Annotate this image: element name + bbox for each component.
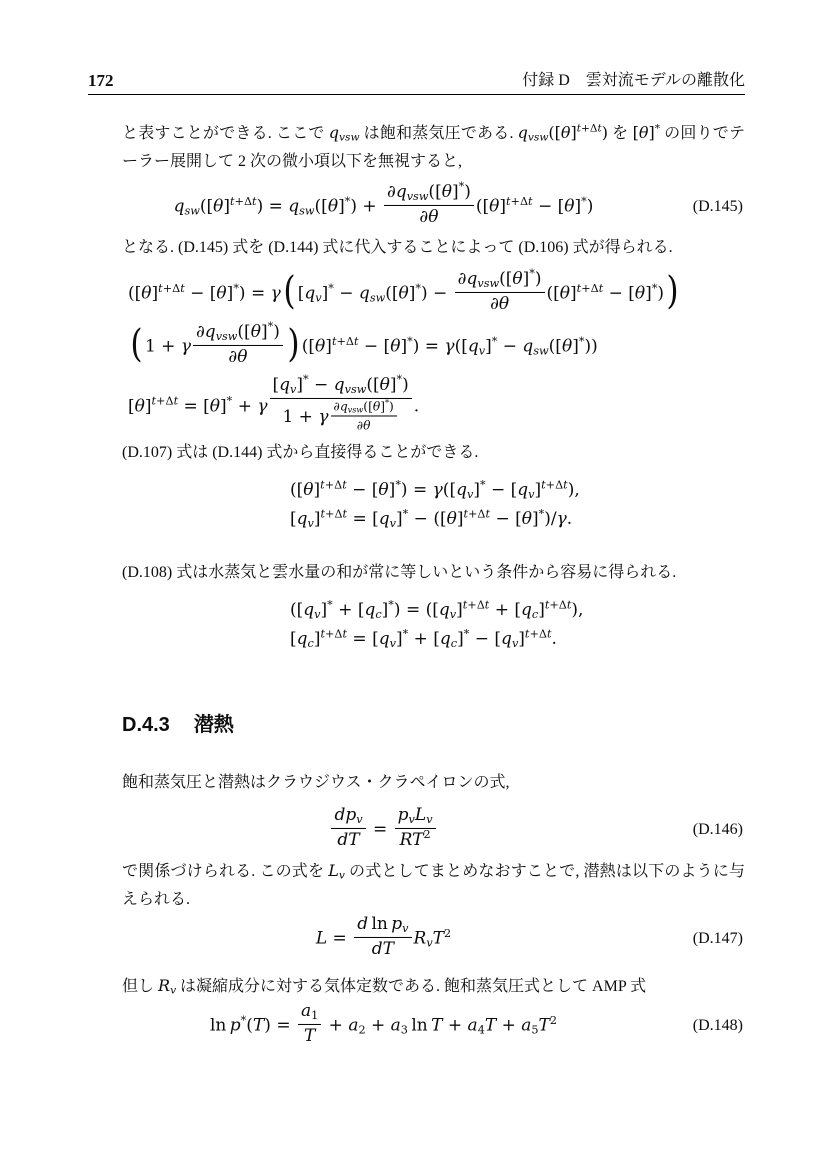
equation-line: $[q_c]^{t+\Delta t} = [q_v]^* + [q_c]^* - [q_v]^{t+\Delta t}$. [290,627,557,650]
equation-block-saturation [128,267,681,436]
equation-d146 [122,804,745,852]
paragraph-d107: (D.107) 式は (D.144) 式から直接得ることができる. [122,444,479,461]
equation-d145 [122,180,745,229]
equation-tag-d145: (D.145) [692,198,743,216]
equation-block-d107 [290,480,580,529]
equation-d145-math: $q_{sw}([\theta]^{t+\Delta t}) = q_{sw}([\theta]^*)$ + $\frac{\partial q_{vsw}([\theta]^*)}{\partial\theta}$ $([\theta]^{t+\Delta t} - [\theta]^*)$ [173,180,594,227]
equation-tag-d148: (D.148) [692,1017,743,1035]
inline-math: $q_{vsw}([\theta]^{t+\Delta t})$ [517,122,608,144]
inline-math: $L_v$ [328,861,345,882]
section-heading [122,713,234,737]
inline-math: $q_{vsw}$ [328,123,360,144]
equation-d148 [122,1000,745,1048]
equation-line: $([\theta]^{t+\Delta t} - [\theta]^*) = \gamma$( $[q_v]^* - q_{sw}([\theta]^*)$ − $\frac{\partial q_{vsw}([\theta]^*)}{\partial\theta}$ $([\theta]^{t+\Delta t} - [\theta]^*)$) [128,267,679,314]
inline-math: $R_v$ [158,976,177,997]
equation-line: $([q_v]^* + [q_c]^*) = ([q_v]^{t+\Delta t} + [q_c]^{t+\Delta t})$, [290,598,584,621]
equation-tag-d147: (D.147) [692,930,743,948]
paragraph-after-d147: 但し $R_v$ は凝縮成分に対する気体定数である. 飽和蒸気圧式として AMP 式 [122,976,647,997]
equation-d147 [122,913,745,961]
page-header [88,72,745,95]
equation-d146-math: $\frac{dp_v}{dT}$ = $\frac{p_vL_v}{RT^2}$ [122,808,745,852]
equation-line: $[\theta]^{t+\Delta t} = [\theta]^* + \gamma$ $[q_v]^* - q_{vsw}([\theta]^*)$ 1 + γ $\frac{\partial q_{vsw}([\theta]^*)}{\partial\theta}$ . [128,373,420,433]
section-title: 潜熱 [193,714,234,736]
running-head: 付録 D 雲対流モデルの離散化 [522,72,745,89]
section-number: D.4.3 [122,714,170,736]
paragraph-after-d146: で関係づけられる. この式を $L_v$ の式としてまとめなおすことで, 潜熱は以下のように与えられる. [122,861,745,908]
equation-d147-math: L = $\frac{d \ln p_v}{dT}$ $R_vT^2$ [315,913,452,959]
equation-line: $[q_v]^{t+\Delta t} = [q_v]^* - ([\theta]^{t+\Delta t} - [\theta]^*)/\gamma$. [290,507,573,530]
paragraph-after-d145: となる. (D.145) 式を (D.144) 式に代入することによって (D.106) 式が得られる. [122,239,673,256]
page-number: 172 [88,71,114,90]
equation-line: ( 1 + γ $\frac{\partial q_{vsw}([\theta]^*)}{\partial\theta}$ ) $([\theta]^{t+\Delta t} - [\theta]^*) = \gamma([q_v]^* - q_{sw}([\theta]^*))$ [130,320,598,367]
equation-line: $([\theta]^{t+\Delta t} - [\theta]^*) = \gamma([q_v]^* - [q_v]^{t+\Delta t})$, [290,478,580,501]
equation-tag-d146: (D.146) [692,821,743,839]
equation-block-d108 [290,600,583,649]
paragraph-intro: と表すことができる. ここで $q_{vsw}$ は飽和蒸気圧である. $q_{vsw}([\theta]^{t+\Delta t})$ を [θ]* の回りでテーラー展開して 2 次の微小項以下を無視すると, [122,122,745,170]
inline-math: [θ]* [632,122,660,142]
paragraph-d108: (D.108) 式は水蒸気と雲水量の和が常に等しいという条件から容易に得られる. [122,564,677,581]
equation-d148-math: ln p*(T) = $\frac{a_1}{T}$ + $a_2 + a_3$ $\ln T + a_4T + a_5T^2$ [209,1000,557,1046]
paragraph-clausius-clapeyron: 飽和蒸気圧と潜熱はクラウジウス・クラペイロンの式, [122,774,510,791]
